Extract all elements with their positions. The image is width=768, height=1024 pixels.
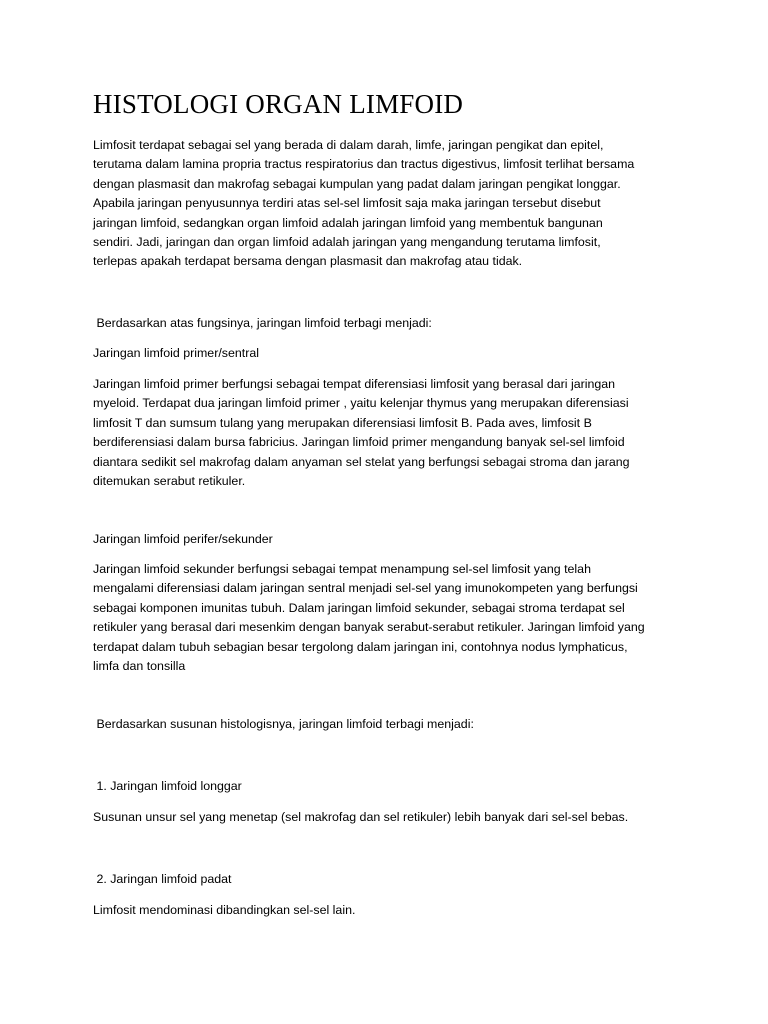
primary-line: diantara sedikit sel makrofag dalam anyaman sel stelat yang berfungsi sebagai stroma dan jarang [93,454,630,469]
intro-line: terlepas apakah terdapat bersama dengan plasmasit dan makrofag atau tidak. [93,254,523,269]
secondary-heading: Jaringan limfoid perifer/sekunder [93,532,273,546]
secondary-line: terdapat dalam tubuh sebagian besar tergolong dalam jaringan ini, contohnya nodus lymphaticus, [93,639,628,654]
secondary-line: mengalami diferensiasi dalam jaringan sentral menjadi sel-sel yang imunokompeten yang berfungsi [93,581,638,596]
intro-line: Limfosit terdapat sebagai sel yang berada di dalam darah, limfe, jaringan pengikat dan epitel, [93,138,604,152]
primary-line: berdiferensiasi dalam bursa fabricius. Jaringan limfoid primer mengandung banyak sel-sel limfoid [93,435,625,450]
function-intro-text: Berdasarkan atas fungsinya, jaringan limfoid terbagi menjadi: [93,316,432,330]
intro-paragraph [93,136,683,272]
intro-line: dengan plasmasit dan makrofag sebagai kumpulan yang padat dalam jaringan pengikat longgar. [93,176,621,191]
secondary-line: retikuler yang berasal dari mesenkim dengan banyak serabut-serabut retikuler. Jaringan limfoid yang [93,620,645,635]
primary-line: limfosit T dan sumsum tulang yang merupakan diferensiasi limfosit B. Pada aves, limfosit B [93,415,592,430]
secondary-line: sebagai komponen imunitas tubuh. Dalam jaringan limfoid sekunder, sebagai stroma terdapat sel [93,600,625,615]
primary-line: ditemukan serabut retikuler. [93,474,246,489]
secondary-paragraph [93,560,683,676]
secondary-line: limfa dan tonsilla [93,659,186,674]
loose-tissue-text: Susunan unsur sel yang menetap (sel makrofag dan sel retikuler) lebih banyak dari sel-sel bebas. [93,810,629,824]
loose-tissue-heading: 1. Jaringan limfoid longgar [93,779,242,793]
intro-line: terutama dalam lamina propria tractus respiratorius dan tractus digestivus, limfosit terlihat bersama [93,157,635,172]
intro-line: sendiri. Jadi, jaringan dan organ limfoid adalah jaringan yang mengandung terutama limfosit, [93,235,601,250]
dense-tissue-heading: 2. Jaringan limfoid padat [93,872,232,886]
intro-line: Apabila jaringan penyusunnya terdiri atas sel-sel limfosit saja maka jaringan tersebut disebut [93,196,601,211]
primary-line: myeloid. Terdapat dua jaringan limfoid primer , yaitu kelenjar thymus yang merupakan diferensiasi [93,396,629,411]
secondary-line: Jaringan limfoid sekunder berfungsi sebagai tempat menampung sel-sel limfosit yang telah [93,562,591,576]
dense-tissue-text: Limfosit mendominasi dibandingkan sel-sel lain. [93,903,356,917]
intro-line: jaringan limfoid, sedangkan organ limfoid adalah jaringan limfoid yang membentuk bangunan [93,215,603,230]
primary-heading: Jaringan limfoid primer/sentral [93,346,259,360]
primary-line: Jaringan limfoid primer berfungsi sebagai tempat diferensiasi limfosit yang berasal dari jaringan [93,377,616,391]
document-title: HISTOLOGI ORGAN LIMFOID [93,89,464,119]
histology-intro-text: Berdasarkan susunan histologisnya, jaringan limfoid terbagi menjadi: [93,717,474,731]
primary-paragraph [93,375,683,491]
